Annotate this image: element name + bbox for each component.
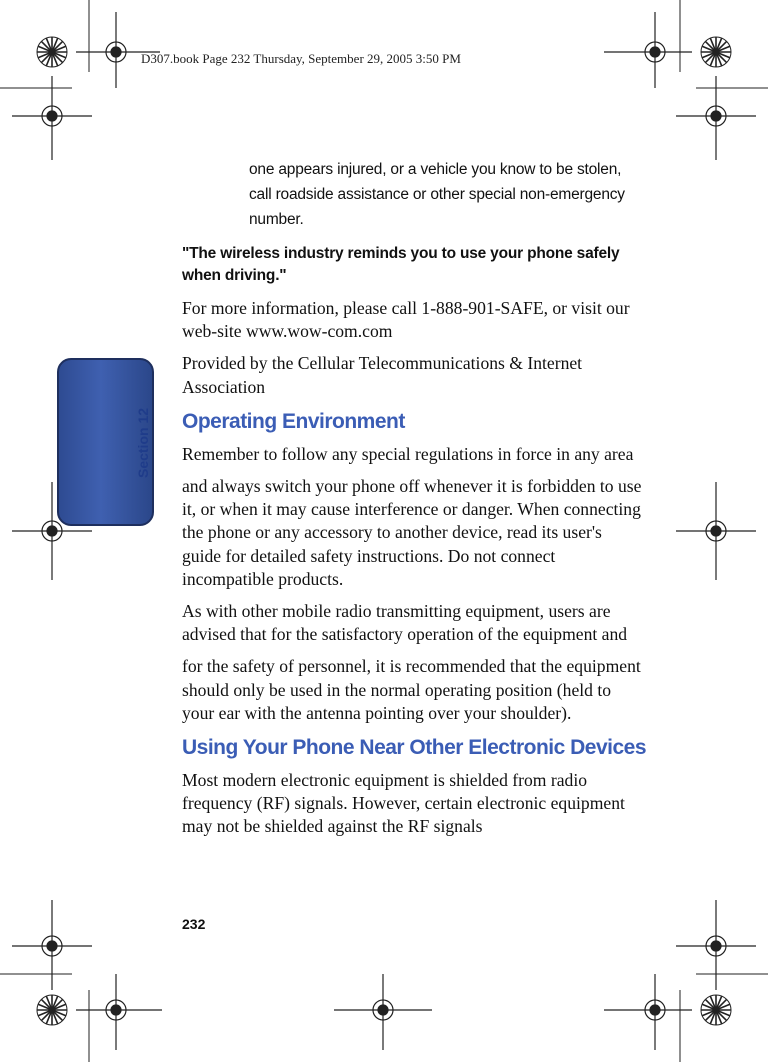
registration-mark	[676, 900, 756, 990]
page-content	[182, 157, 647, 848]
sunburst-mark	[37, 995, 67, 1025]
electronic-devices-heading: Using Your Phone Near Other Electronic Devices	[182, 736, 647, 760]
sunburst-mark	[701, 37, 731, 67]
registration-mark	[12, 900, 92, 990]
registration-mark	[334, 974, 432, 1050]
operating-paragraph-4: for the safety of personnel, it is recommended that the equipment should only be used in the normal operating position (held to your ear with the antenna pointing over your shoulder).	[182, 656, 641, 723]
sunburst-mark	[701, 995, 731, 1025]
registration-mark	[676, 482, 756, 580]
registration-mark	[604, 974, 692, 1050]
book-slug-header: D307.book Page 232 Thursday, September 29, 2005 3:50 PM	[141, 51, 461, 66]
registration-mark	[676, 76, 756, 160]
registration-mark	[12, 76, 92, 160]
more-info-paragraph: For more information, please call 1-888-901-SAFE, or visit our web-site www.wow-com.com	[182, 298, 630, 342]
operating-paragraph-3: As with other mobile radio transmitting equipment, users are advised that for the satisfactory operation of the equipment and	[182, 601, 628, 645]
sunburst-mark	[37, 37, 67, 67]
provided-by-paragraph: Provided by the Cellular Telecommunications & Internet Association	[182, 353, 583, 397]
industry-quote: "The wireless industry reminds you to use your phone safely when driving."	[182, 245, 620, 284]
section-tab-label: Section 12	[135, 407, 151, 479]
operating-environment-heading: Operating Environment	[182, 409, 405, 433]
registration-mark	[604, 12, 692, 88]
operating-paragraph-2: and always switch your phone off whenever it is forbidden to use it, or when it may cause interference or danger. When connecting the phone or any accessory to another device, read its user's guide for detailed safety instructions. Do not connect incompatible products.	[182, 476, 642, 589]
bullet-continuation: one appears injured, or a vehicle you know to be stolen, call roadside assistance or other special non-emergency number.	[249, 161, 625, 228]
page-number: 232	[182, 916, 206, 932]
devices-paragraph-1: Most modern electronic equipment is shielded from radio frequency (RF) signals. However, certain electronic equipment may not be shielded against the RF signals	[182, 770, 625, 837]
operating-paragraph-1: Remember to follow any special regulations in force in any area	[182, 443, 634, 464]
